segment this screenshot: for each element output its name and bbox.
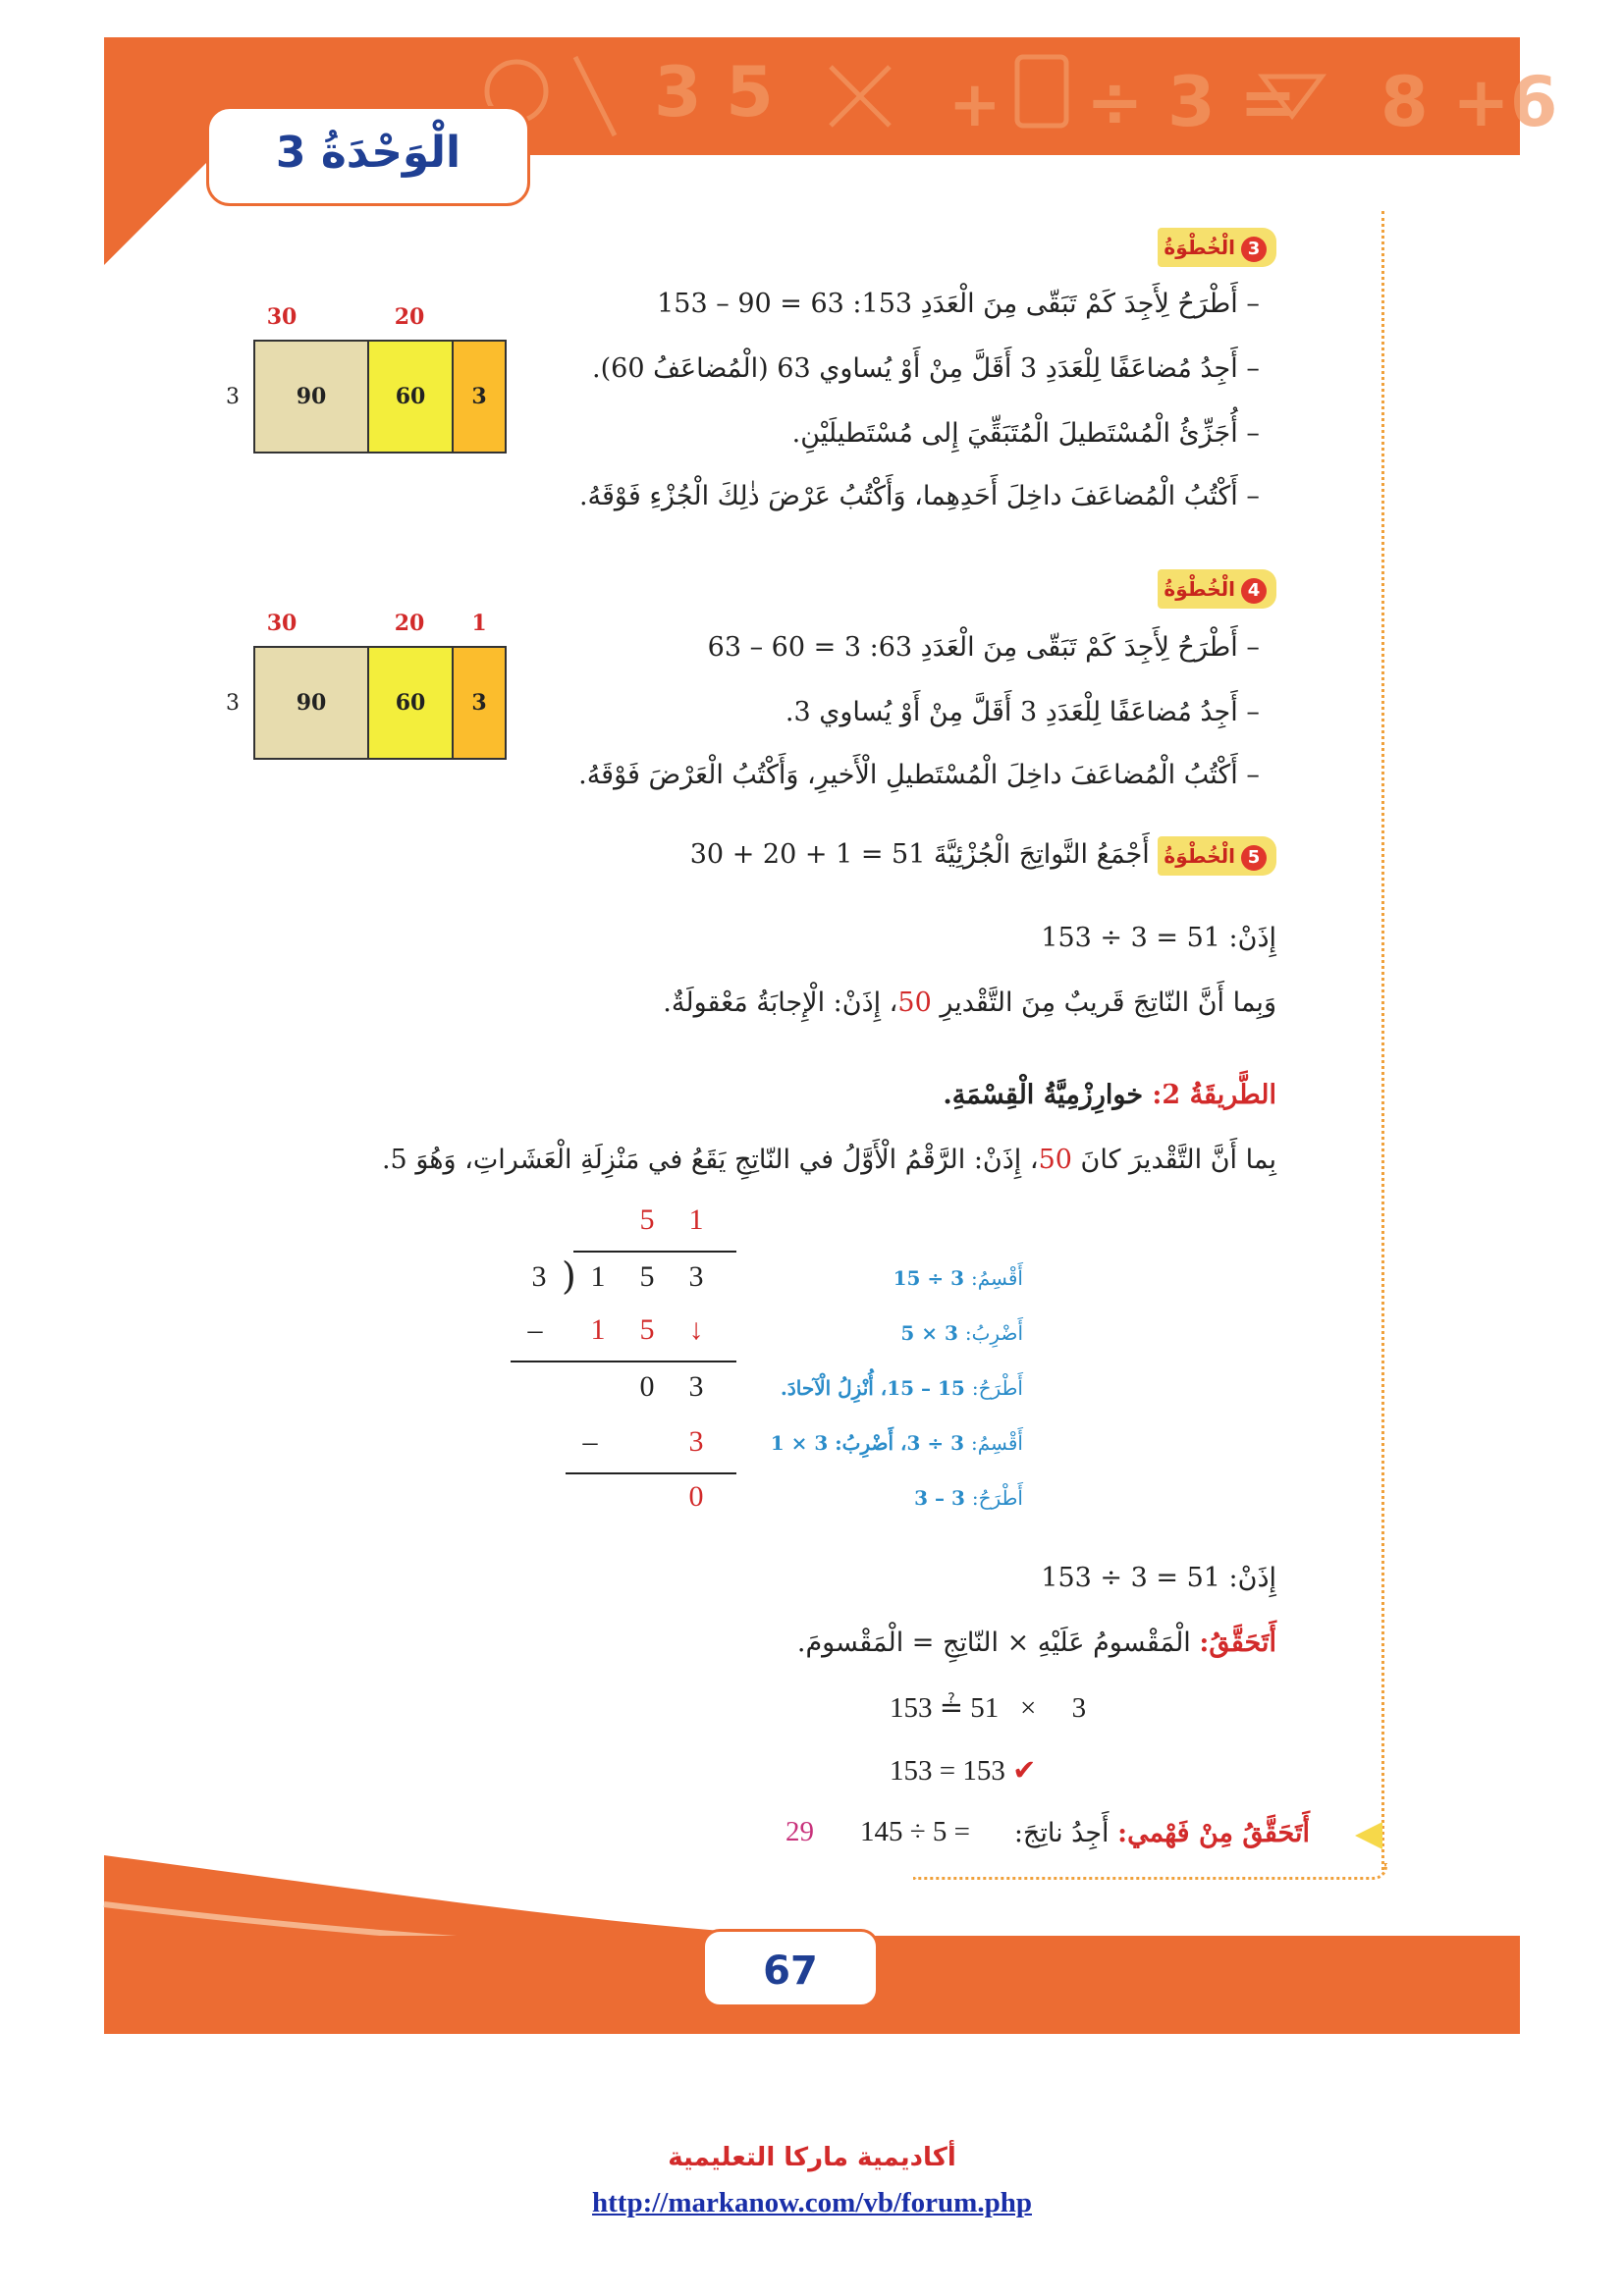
method2-line-estimate: 50: [1038, 1145, 1072, 1175]
div-note-4: [771, 1425, 1023, 1461]
reason-before: وَبِما أَنَّ النّاتِجَ قَريبٌ مِنَ التَّقْديرِ: [931, 988, 1276, 1018]
div-note-3: [781, 1370, 1023, 1406]
reasonableness-line: [663, 986, 1276, 1021]
quotient-digit-2: 1: [688, 1203, 704, 1236]
check-understanding-line: [1014, 1816, 1310, 1851]
sub1-digit-2: 5: [639, 1313, 655, 1346]
area-model-1-top-2: 20: [394, 304, 425, 330]
div-note-2-label: أَضْرِبُ:: [964, 1321, 1023, 1345]
area-model-2-cell-3: 3: [452, 646, 507, 760]
svg-text:8 +6: 8 +6: [1380, 62, 1558, 142]
step3-line-2: – أَجِدُ مُضاعَفًا لِلْعَدَدِ 3 أَقَلَّ مِنْ أَوْ يُساوي 63 (الْمُضاعَفُ 60).: [592, 353, 1276, 384]
svg-text:÷ 3 =: ÷ 3 =: [1086, 62, 1297, 142]
step4-line-2-text: أَجِدُ مُضاعَفًا لِلْعَدَدِ 3 أَقَلَّ مِنْ أَوْ يُساوي 3.: [785, 697, 1238, 727]
step4-line-3: – أَكْتُبُ الْمُضاعَفَ داخِلَ الْمُسْتَطيلِ الْأَخيرِ، وَأَكْتُبُ الْعَرْضَ فَوْقَهُ.: [578, 760, 1276, 790]
long-division: [511, 1203, 736, 1527]
step4-line-2: – أَجِدُ مُضاعَفًا لِلْعَدَدِ 3 أَقَلَّ مِنْ أَوْ يُساوي 3.: [785, 697, 1276, 727]
check-label: أَتَحَقَّقُ:: [1199, 1628, 1276, 1658]
area-model-1-top-1: 30: [266, 304, 298, 330]
step5-number: 5: [1241, 845, 1267, 871]
sub1-minus: –: [527, 1313, 543, 1346]
unit-title: الْوَحْدَةُ 3: [275, 128, 461, 178]
div-note-5-label: أَطْرَحُ:: [971, 1486, 1023, 1510]
svg-text:+: +: [948, 69, 1001, 141]
step4-line-1: – أَطْرَحُ لِأَجِدَ كَمْ تَبَقّى مِنَ الْعَدَدِ 63: 3 = 60 – 63: [707, 632, 1276, 663]
step3-badge-label: الْخُطْوَةُ: [1164, 236, 1235, 259]
area-model-1-side: 3: [226, 385, 240, 409]
step3-line-1-text: أَطْرَحُ لِأَجِدَ كَمْ تَبَقّى مِنَ الْعَدَدِ 153: 63 = 90 – 153: [657, 289, 1238, 319]
reason-after: ، إِذَنْ: الْإِجابَةُ مَعْقولَةٌ.: [663, 988, 898, 1018]
step5-text: أَجْمَعُ النَّواتِجَ الْجُزْئِيَّةَ 51 = 1 + 20 + 30: [689, 839, 1150, 870]
div-note-2: [900, 1315, 1023, 1351]
check-understanding-label: أَتَحَقَّقُ مِنْ فَهْمي:: [1117, 1818, 1310, 1848]
step4-line-1-text: أَطْرَحُ لِأَجِدَ كَمْ تَبَقّى مِنَ الْعَدَدِ 63: 3 = 60 – 63: [707, 632, 1238, 663]
step4-badge: [1158, 569, 1276, 609]
checkmark-icon: ✔: [1012, 1755, 1037, 1787]
conclusion-2: إِذَنْ: 51 = 3 ÷ 153: [1041, 1563, 1276, 1593]
step4-number: 4: [1241, 578, 1267, 604]
step3-line-2-text: أَجِدُ مُضاعَفًا لِلْعَدَدِ 3 أَقَلَّ مِنْ أَوْ يُساوي 63 (الْمُضاعَفُ 60).: [592, 353, 1238, 384]
sub1-line: [511, 1361, 736, 1362]
area-model-1-cell-1: 90: [253, 340, 369, 454]
sub2-digit: 3: [688, 1425, 704, 1458]
step3-line-4: – أَكْتُبُ الْمُضاعَفَ داخِلَ أَحَدِهِما، وَأَكْتُبُ عَرْضَ ذٰلِكَ الْجُزْءِ فَوْقَهُ.: [578, 481, 1276, 511]
area-model-2-top-1: 30: [266, 611, 298, 636]
method2-line-after: ، إِذَنْ: الرَّقْمُ الْأَوَّلُ في النّاتِجِ يَقَعُ في مَنْزِلَةِ الْعَشَراتِ، وَهُوَ 5.: [381, 1145, 1039, 1175]
svg-text:3 5: 3 5: [654, 52, 774, 133]
page-border-dotted: [1381, 211, 1384, 1870]
step3-badge: [1158, 228, 1276, 267]
area-model-2-top-3: 1: [471, 611, 487, 636]
step5-badge-label: الْخُطْوَةُ: [1164, 844, 1235, 868]
div-note-5-expr: 3 – 3: [914, 1486, 972, 1510]
step5-line: [690, 836, 1276, 876]
watermark-name: أكاديمية ماركا التعليمية: [668, 2143, 956, 2172]
div-note-1: [893, 1260, 1023, 1296]
watermark-link[interactable]: http://markanow.com/vb/forum.php: [592, 2187, 1032, 2218]
check-text: الْمَقْسومُ عَلَيْهِ × النّاتِجِ = الْمَقْسومَ.: [796, 1628, 1200, 1658]
div-note-3-label: أَطْرَحُ:: [971, 1376, 1023, 1400]
area-model-1-cell-2: 60: [367, 340, 454, 454]
triangle-marker-icon: [1355, 1818, 1384, 1853]
method2-label: الطَّريقَةُ 2:: [1152, 1080, 1276, 1110]
quotient-digit-1: 5: [639, 1203, 655, 1236]
check-equation-2-text: 153 = 153: [890, 1755, 1005, 1787]
div-note-3-expr: 15 – 15، أُنْزِلُ الْآحادَ.: [780, 1376, 972, 1400]
bring-down-arrow-icon: ↓: [688, 1313, 704, 1346]
remainder1-digit-2: 3: [688, 1370, 704, 1403]
area-model-2-cell-2: 60: [367, 646, 454, 760]
sub1-digit-1: 1: [590, 1313, 606, 1346]
step3-number: 3: [1241, 237, 1267, 262]
div-note-2-expr: 3 × 5: [900, 1321, 965, 1345]
area-model-2-cell-1: 90: [253, 646, 369, 760]
remainder1-digit-1: 0: [639, 1370, 655, 1403]
division-bar: [573, 1251, 736, 1253]
area-model-2-side: 3: [226, 691, 240, 716]
step4-line-3-text: أَكْتُبُ الْمُضاعَفَ داخِلَ الْمُسْتَطيلِ الْأَخيرِ، وَأَكْتُبُ الْعَرْضَ فَوْقَهُ.: [578, 760, 1238, 790]
check-line: [797, 1626, 1276, 1661]
div-note-4-label: أَقْسِمُ:: [970, 1431, 1023, 1455]
step3-line-3: – أُجَزِّئُ الْمُسْتَطيلَ الْمُتَبَقِّيَ إِلى مُسْتَطيلَيْنِ.: [791, 418, 1276, 449]
conclusion-1: إِذَنْ: 51 = 3 ÷ 153: [1041, 923, 1276, 953]
division-bracket: ): [562, 1255, 576, 1298]
method2-line: [382, 1143, 1276, 1178]
dividend-digit-3: 3: [688, 1260, 704, 1293]
div-note-4-expr: 3 ÷ 3، أَضْرِبُ: 3 × 1: [770, 1431, 971, 1455]
dividend-digit-1: 1: [590, 1260, 606, 1293]
remainder2: 0: [688, 1480, 704, 1513]
div-note-5: [914, 1480, 1023, 1516]
method2-line-before: بِما أَنَّ التَّقْديرَ كانَ: [1071, 1145, 1276, 1175]
reason-estimate: 50: [897, 988, 932, 1018]
check-understanding-text: أَجِدُ ناتِجَ:: [1013, 1818, 1118, 1848]
check-understanding-expr: 145 ÷ 5 =: [860, 1816, 971, 1847]
area-model-2-top-2: 20: [394, 611, 425, 636]
step3-line-3-text: أُجَزِّئُ الْمُسْتَطيلَ الْمُتَبَقِّيَ إِلى مُسْتَطيلَيْنِ.: [791, 418, 1238, 449]
step3-line-1: – أَطْرَحُ لِأَجِدَ كَمْ تَبَقّى مِنَ الْعَدَدِ 153: 63 = 90 – 153: [657, 289, 1276, 319]
area-model-1-cell-3: 3: [452, 340, 507, 454]
check-understanding-answer: 29: [785, 1816, 814, 1847]
div-note-1-label: أَقْسِمُ:: [970, 1266, 1023, 1290]
sub2-minus: –: [582, 1425, 598, 1458]
step4-badge-label: الْخُطْوَةُ: [1164, 577, 1235, 601]
check-equation-1: 153 ≟ 51 × 3: [890, 1692, 1087, 1724]
div-note-1-expr: 3 ÷ 15: [893, 1266, 971, 1290]
step3-line-4-text: أَكْتُبُ الْمُضاعَفَ داخِلَ أَحَدِهِما، وَأَكْتُبُ عَرْضَ ذٰلِكَ الْجُزْءِ فَوْقَهُ.: [578, 481, 1238, 511]
check-equation-2: [890, 1753, 1036, 1788]
divisor: 3: [531, 1260, 547, 1293]
sub2-line: [566, 1472, 736, 1474]
dividend-digit-2: 5: [639, 1260, 655, 1293]
method2-heading: [943, 1078, 1276, 1113]
method2-title: خوارِزْمِيَّةُ الْقِسْمَةِ.: [943, 1080, 1153, 1110]
page-number: 67: [763, 1949, 818, 1994]
header-wedge: [104, 147, 222, 275]
